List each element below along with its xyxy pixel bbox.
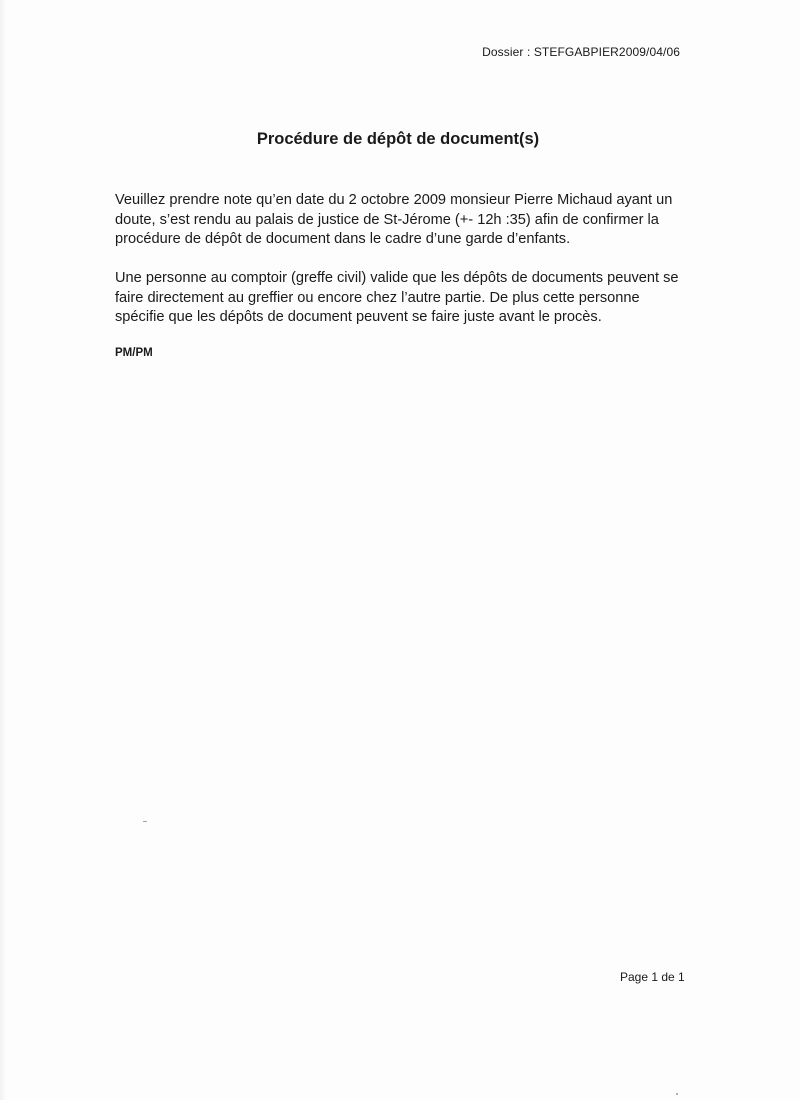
paragraph-2 — [115, 269, 695, 328]
paragraph-line: procédure de dépôt de document dans le cadre d’une garde d’enfants. — [115, 231, 571, 247]
document-title: Procédure de dépôt de document(s) — [256, 130, 540, 148]
scan-speck — [676, 1093, 678, 1095]
scan-speck — [143, 821, 147, 822]
paragraph-line: faire directement au greffier ou encore chez l’autre partie. De plus cette personne — [115, 289, 640, 306]
paragraph-line: Veuillez prendre note qu’en date du 2 octobre 2009 monsieur Pierre Michaud ayant un — [115, 192, 673, 208]
page-number: Page 1 de 1 — [620, 970, 685, 984]
author-initials: PM/PM — [115, 347, 153, 359]
paragraph-line: doute, s’est rendu au palais de justice de St-Jérome (+- 12h :35) afin de confirmer la — [115, 211, 659, 228]
paragraph-line: Une personne au comptoir (greffe civil) valide que les dépôts de documents peuvent se — [115, 270, 679, 286]
dossier-reference: Dossier : STEFGABPIER2009/04/06 — [482, 45, 680, 59]
scan-edge-shadow — [0, 0, 6, 1100]
paragraph-1 — [115, 191, 695, 250]
paragraph-line: spécifie que les dépôts de document peuvent se faire juste avant le procès. — [115, 309, 602, 325]
